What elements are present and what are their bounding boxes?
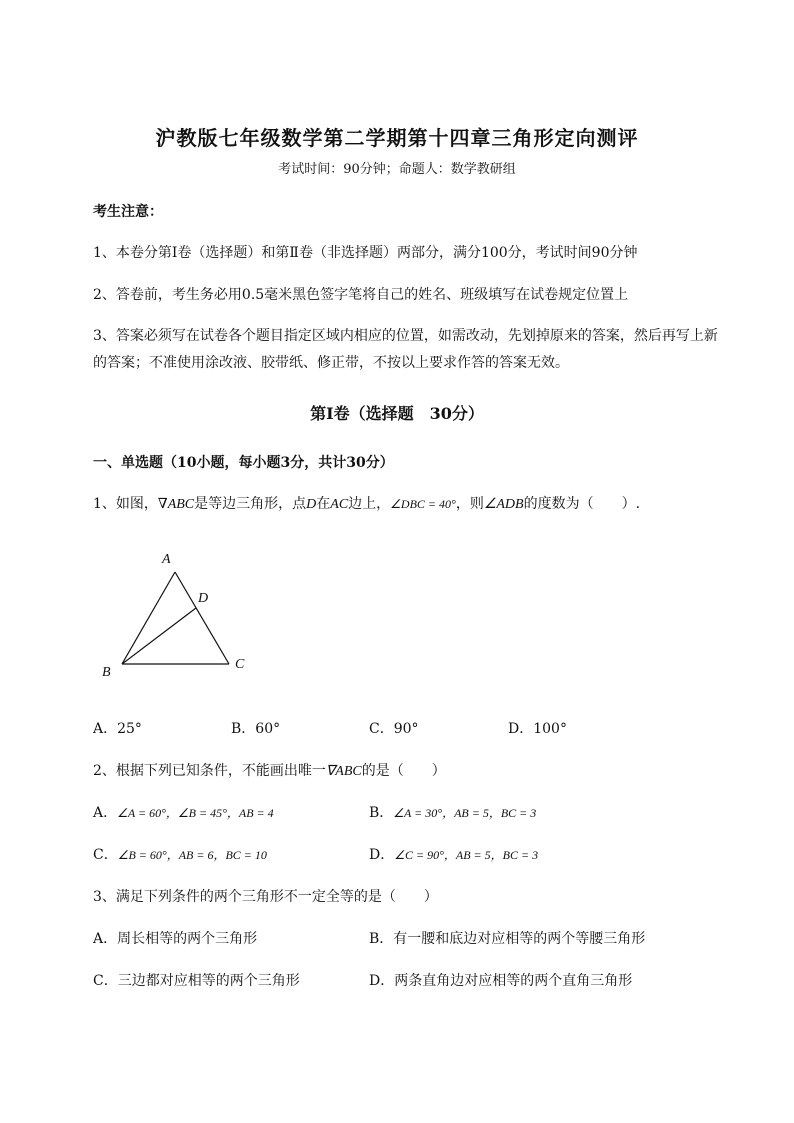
- question-1-stem: [93, 493, 640, 513]
- notice-item-2: 2、答卷前，考生务必用0.5毫米黑色签字笔将自己的姓名、班级填写在试卷规定位置上: [93, 287, 629, 303]
- q1-text-2: 在: [316, 496, 331, 512]
- page-title: 沪教版七年级数学第二学期第十四章三角形定向测评: [155, 126, 639, 150]
- q2-stem-pre: 2、根据下列已知条件，不能画出唯一: [93, 763, 326, 779]
- q2-option-c: [93, 844, 267, 864]
- q1-ac: AC: [330, 497, 349, 512]
- question-3-stem: 3、满足下列条件的两个三角形不一定全等的是（ ）: [93, 889, 438, 905]
- q1-abc: ABC: [167, 497, 195, 512]
- q3-option-c: C．三边都对应相等的两个三角形: [93, 973, 300, 989]
- q1-angle-adb: ∠ADB: [483, 497, 524, 512]
- label-b: B: [102, 665, 111, 680]
- q1-text-1: 是等边三角形，点: [194, 496, 307, 512]
- q2-option-d: [369, 844, 538, 864]
- q2-stem-tri: ∇ABC: [325, 764, 362, 779]
- notice-item-3: 3、答案必须写在试卷各个题目指定区域内相应的位置，如需改动，先划掉原来的答案，然后再写上新: [93, 328, 718, 344]
- section-title: 第Ⅰ卷（选择题 30分）: [310, 404, 484, 423]
- q1-option-c: C．90°: [369, 721, 419, 737]
- segment-bd: [122, 608, 196, 664]
- q2-option-b: [369, 802, 536, 822]
- q1-angle-dbc: ∠DBC = 40°: [390, 497, 456, 511]
- q1-text-4: ，则: [455, 496, 484, 512]
- exam-subtitle: 考试时间：90分钟；命题人：数学教研组: [278, 162, 516, 177]
- q1-prefix: 1、如图，: [93, 496, 158, 512]
- q2-option-a: [93, 802, 274, 822]
- q2-c-label: C．: [93, 847, 118, 863]
- q3-option-b: B．有一腰和底边对应相等的两个等腰三角形: [369, 931, 646, 947]
- q1-option-b: B．60°: [231, 721, 281, 737]
- q1-option-a: A．25°: [93, 721, 142, 737]
- q2-stem-post: 的是（ ）: [361, 763, 446, 779]
- q3-option-d: D．两条直角边对应相等的两个直角三角形: [369, 973, 633, 989]
- q1-tri-symbol: ∇: [157, 496, 168, 512]
- notice-heading: 考生注意：: [93, 204, 163, 220]
- q2-a-label: A．: [93, 805, 118, 821]
- notice-item-1: 1、本卷分第Ⅰ卷（选择题）和第Ⅱ卷（非选择题）两部分，满分100分，考试时间90分钟: [93, 245, 638, 261]
- label-d: D: [198, 591, 209, 606]
- q2-d-label: D．: [369, 847, 395, 863]
- part-heading: 一、单选题（10小题，每小题3分，共计30分）: [93, 455, 394, 471]
- q2-a-math: ∠A = 60°，∠B = 45°，AB = 4: [117, 806, 274, 820]
- q2-b-label: B．: [369, 805, 394, 821]
- label-a: A: [162, 552, 171, 567]
- question-2-stem: [93, 760, 446, 780]
- q1-option-d: D．100°: [508, 721, 567, 737]
- q3-option-a: A．周长相等的两个三角形: [93, 931, 258, 947]
- q1-d: D: [306, 497, 317, 512]
- triangle-figure: [90, 540, 270, 690]
- q2-d-math: ∠C = 90°，AB = 5，BC = 3: [394, 848, 539, 862]
- label-c: C: [235, 657, 245, 672]
- edge-ab: [122, 572, 175, 664]
- q2-b-math: ∠A = 30°，AB = 5，BC = 3: [393, 806, 537, 820]
- q2-c-math: ∠B = 60°，AB = 6，BC = 10: [117, 848, 267, 862]
- notice-item-3-cont: 的答案；不准使用涂改液、胶带纸、修正带，不按以上要求作答的答案无效。: [93, 355, 569, 371]
- q1-text-5: 的度数为（ ）.: [523, 496, 641, 512]
- q1-text-3: 边上，: [348, 496, 391, 512]
